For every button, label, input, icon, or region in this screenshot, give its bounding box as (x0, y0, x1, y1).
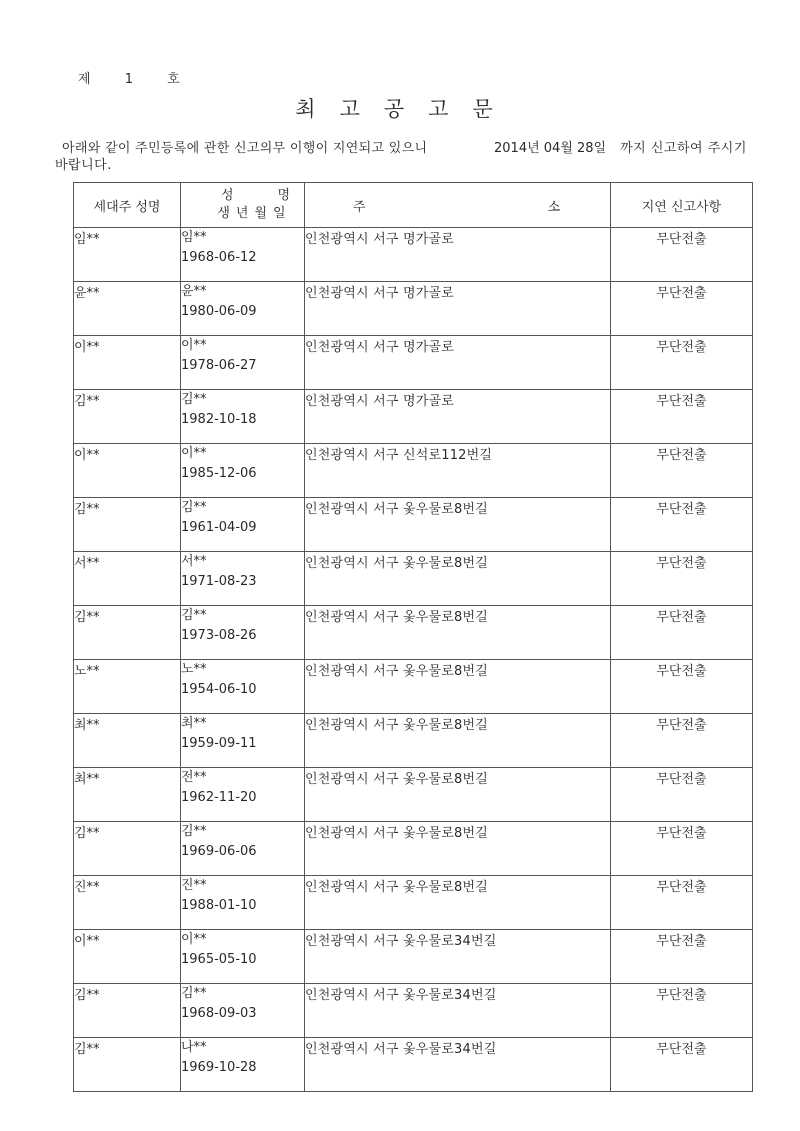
header-address (305, 183, 611, 228)
cell-birth: 1954-06-10 (181, 682, 257, 697)
cell-name: 김** (181, 824, 207, 839)
cell-late: 무단전출 (611, 282, 753, 336)
cell-head-name: 김** (74, 984, 181, 1038)
cell-name-birth (181, 336, 305, 390)
table-row (74, 282, 753, 336)
cell-birth: 1961-04-09 (181, 520, 257, 535)
table-row (74, 498, 753, 552)
cell-birth: 1978-06-27 (181, 358, 257, 373)
cell-address: 인천광역시 서구 명가골로 (305, 228, 611, 282)
cell-name-birth (181, 930, 305, 984)
cell-late: 무단전출 (611, 444, 753, 498)
table-row (74, 444, 753, 498)
cell-address: 인천광역시 서구 옻우물로8번길 (305, 768, 611, 822)
cell-name-birth (181, 660, 305, 714)
cell-head-name: 김** (74, 498, 181, 552)
cell-birth: 1988-01-10 (181, 898, 257, 913)
cell-name-birth (181, 822, 305, 876)
cell-late: 무단전출 (611, 768, 753, 822)
table-row (74, 930, 753, 984)
table-body (74, 228, 753, 1092)
cell-head-name: 이** (74, 444, 181, 498)
cell-late: 무단전출 (611, 1038, 753, 1092)
cell-birth: 1965-05-10 (181, 952, 257, 967)
cell-late: 무단전출 (611, 606, 753, 660)
cell-name-birth (181, 444, 305, 498)
header-late: 지연 신고사항 (611, 183, 753, 228)
intro-line-1: 아래와 같이 주민등록에 관한 신고의무 이행이 지연되고 있으니 (62, 141, 428, 156)
table-row (74, 606, 753, 660)
table-row (74, 390, 753, 444)
cell-name: 서** (181, 554, 207, 569)
cell-head-name: 진** (74, 876, 181, 930)
cell-late: 무단전출 (611, 930, 753, 984)
cell-head-name: 임** (74, 228, 181, 282)
cell-address: 인천광역시 서구 명가골로 (305, 390, 611, 444)
table-row (74, 876, 753, 930)
cell-address: 인천광역시 서구 옻우물로8번길 (305, 552, 611, 606)
table-row (74, 822, 753, 876)
notice-table (73, 182, 753, 1092)
table-row (74, 768, 753, 822)
cell-birth: 1973-08-26 (181, 628, 257, 643)
cell-name: 임** (181, 230, 207, 245)
cell-name-birth (181, 552, 305, 606)
cell-name-birth (181, 714, 305, 768)
cell-birth: 1982-10-18 (181, 412, 257, 427)
cell-address: 인천광역시 서구 신석로112번길 (305, 444, 611, 498)
cell-head-name: 김** (74, 606, 181, 660)
cell-address: 인천광역시 서구 옻우물로8번길 (305, 822, 611, 876)
cell-address: 인천광역시 서구 옻우물로8번길 (305, 606, 611, 660)
cell-address: 인천광역시 서구 옻우물로8번길 (305, 660, 611, 714)
cell-late: 무단전출 (611, 336, 753, 390)
cell-address: 인천광역시 서구 명가골로 (305, 336, 611, 390)
cell-address: 인천광역시 서구 옻우물로8번길 (305, 876, 611, 930)
cell-name: 나** (181, 1040, 207, 1055)
cell-late: 무단전출 (611, 498, 753, 552)
deadline-date: 2014년 04월 28일 (494, 141, 607, 156)
document-title: 최고공고문 (295, 97, 517, 121)
cell-late: 무단전출 (611, 552, 753, 606)
cell-address: 인천광역시 서구 명가골로 (305, 282, 611, 336)
cell-name-birth (181, 228, 305, 282)
cell-name: 김** (181, 986, 207, 1001)
cell-head-name: 김** (74, 390, 181, 444)
cell-late: 무단전출 (611, 390, 753, 444)
cell-head-name: 김** (74, 822, 181, 876)
cell-head-name: 윤** (74, 282, 181, 336)
document-number: 제 1 호 (78, 72, 181, 87)
header-name-a: 성 (220, 188, 234, 203)
cell-address: 인천광역시 서구 옻우물로34번길 (305, 984, 611, 1038)
table-row (74, 228, 753, 282)
header-head-name: 세대주 성명 (74, 183, 181, 228)
cell-birth: 1959-09-11 (181, 736, 257, 751)
table-row (74, 336, 753, 390)
cell-late: 무단전출 (611, 822, 753, 876)
cell-late: 무단전출 (611, 228, 753, 282)
cell-address: 인천광역시 서구 옻우물로34번길 (305, 1038, 611, 1092)
cell-name: 이** (181, 932, 207, 947)
cell-name-birth (181, 768, 305, 822)
cell-head-name: 최** (74, 768, 181, 822)
cell-birth: 1985-12-06 (181, 466, 257, 481)
deadline-line (494, 137, 747, 156)
header-birth: 생년월일 (217, 206, 292, 221)
cell-birth: 1962-11-20 (181, 790, 257, 805)
header-name-b: 명 (277, 188, 291, 203)
cell-head-name: 이** (74, 336, 181, 390)
cell-birth: 1971-08-23 (181, 574, 257, 589)
cell-late: 무단전출 (611, 714, 753, 768)
cell-birth: 1968-06-12 (181, 250, 257, 265)
cell-name-birth (181, 1038, 305, 1092)
header-addr-b: 소 (547, 199, 561, 215)
cell-head-name: 노** (74, 660, 181, 714)
cell-late: 무단전출 (611, 876, 753, 930)
cell-name: 윤** (181, 284, 207, 299)
header-addr-a: 주 (353, 199, 366, 215)
table-header-row (74, 183, 753, 228)
table-row (74, 552, 753, 606)
cell-name-birth (181, 606, 305, 660)
cell-name-birth (181, 498, 305, 552)
table-row (74, 984, 753, 1038)
cell-name: 이** (181, 338, 207, 353)
cell-birth: 1980-06-09 (181, 304, 257, 319)
cell-address: 인천광역시 서구 옻우물로8번길 (305, 714, 611, 768)
table-row (74, 714, 753, 768)
cell-name-birth (181, 876, 305, 930)
cell-name: 전** (181, 770, 207, 785)
cell-name: 노** (181, 662, 207, 677)
cell-address: 인천광역시 서구 옻우물로34번길 (305, 930, 611, 984)
cell-name: 이** (181, 446, 207, 461)
cell-address: 인천광역시 서구 옻우물로8번길 (305, 498, 611, 552)
deadline-tail: 까지 신고하여 주시기 (620, 141, 747, 156)
cell-head-name: 이** (74, 930, 181, 984)
cell-head-name: 서** (74, 552, 181, 606)
cell-late: 무단전출 (611, 660, 753, 714)
cell-head-name: 김** (74, 1038, 181, 1092)
table-row (74, 660, 753, 714)
cell-birth: 1969-06-06 (181, 844, 257, 859)
cell-name-birth (181, 282, 305, 336)
cell-name: 김** (181, 392, 207, 407)
cell-name-birth (181, 390, 305, 444)
header-name-birth (181, 183, 305, 228)
cell-birth: 1969-10-28 (181, 1060, 257, 1075)
cell-head-name: 최** (74, 714, 181, 768)
cell-name: 진** (181, 878, 207, 893)
intro-line-2: 바랍니다. (55, 158, 112, 173)
table-row (74, 1038, 753, 1092)
cell-name: 김** (181, 608, 207, 623)
cell-name: 김** (181, 500, 207, 515)
cell-name-birth (181, 984, 305, 1038)
cell-birth: 1968-09-03 (181, 1006, 257, 1021)
cell-name: 최** (181, 716, 207, 731)
cell-late: 무단전출 (611, 984, 753, 1038)
